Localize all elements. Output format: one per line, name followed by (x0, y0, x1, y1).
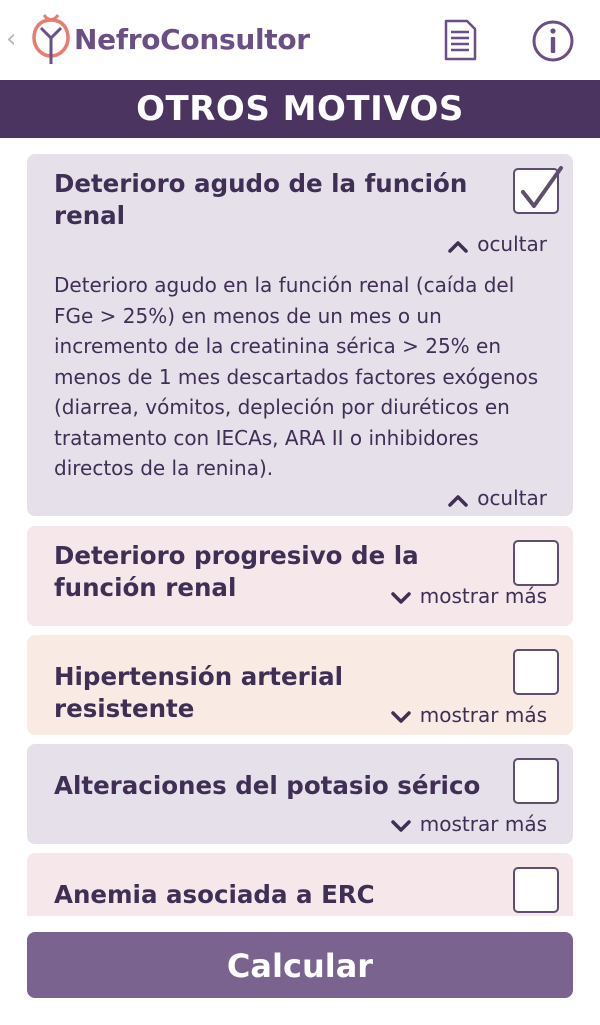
hide-toggle[interactable] (447, 230, 547, 258)
toggle-label: ocultar (477, 232, 547, 256)
criteria-checkbox[interactable] (513, 758, 559, 804)
toggle-label: mostrar más (419, 584, 547, 608)
criteria-checkbox[interactable] (513, 867, 559, 913)
section-title: OTROS MOTIVOS (0, 80, 600, 138)
brand-part2: Consultor (160, 23, 310, 56)
kidney-logo-icon (30, 12, 72, 66)
chevron-left-icon[interactable]: ‹ (6, 24, 17, 54)
chevron-down-icon (390, 590, 412, 606)
app-brand (74, 20, 310, 60)
chevron-down-icon (390, 709, 412, 725)
criteria-card-hypertension (27, 635, 573, 735)
document-icon[interactable] (440, 18, 480, 62)
criteria-title: Alteraciones del potasio sérico (54, 771, 481, 800)
criteria-card-progressive (27, 526, 573, 626)
chevron-down-icon (390, 818, 412, 834)
info-icon[interactable] (530, 18, 576, 64)
hide-toggle-bottom[interactable] (447, 484, 547, 512)
criteria-card-potassium (27, 744, 573, 844)
checkmark-icon (517, 164, 565, 214)
criteria-checkbox[interactable] (513, 649, 559, 695)
toggle-label: mostrar más (419, 703, 547, 727)
toggle-label: ocultar (477, 486, 547, 510)
criteria-card-anemia (27, 853, 573, 916)
criteria-list[interactable] (0, 138, 600, 916)
criteria-card-acute (27, 154, 573, 516)
criteria-checkbox[interactable] (513, 540, 559, 586)
criteria-checkbox-checked[interactable] (513, 168, 559, 214)
show-more-toggle[interactable] (390, 810, 547, 838)
toggle-label: mostrar más (419, 812, 547, 836)
top-bar (0, 0, 600, 80)
criteria-title: Deterioro agudo de la función renal (54, 169, 468, 230)
calculate-button[interactable]: Calcular (27, 932, 573, 998)
criteria-title: Hipertensión arterial resistente (54, 662, 344, 723)
show-more-toggle[interactable] (390, 701, 547, 729)
chevron-up-icon (447, 492, 469, 508)
criteria-title: Anemia asociada a ERC (54, 880, 375, 909)
brand-part1: Nefro (74, 23, 161, 56)
chevron-up-icon (447, 238, 469, 254)
show-more-toggle[interactable] (390, 582, 547, 610)
criteria-description: Deterioro agudo en la función renal (caída del FGe > 25%) en menos de un mes o un incremento de la creatinina sérica > 25% en menos de 1 mes descartados factores exógenos (diarrea, vómitos, depleción por diuréticos en tratamento con IECAs, ARA II o inhibidores directos de la renina). (54, 273, 539, 480)
criteria-title: Deterioro progresivo de la función renal (54, 541, 419, 602)
